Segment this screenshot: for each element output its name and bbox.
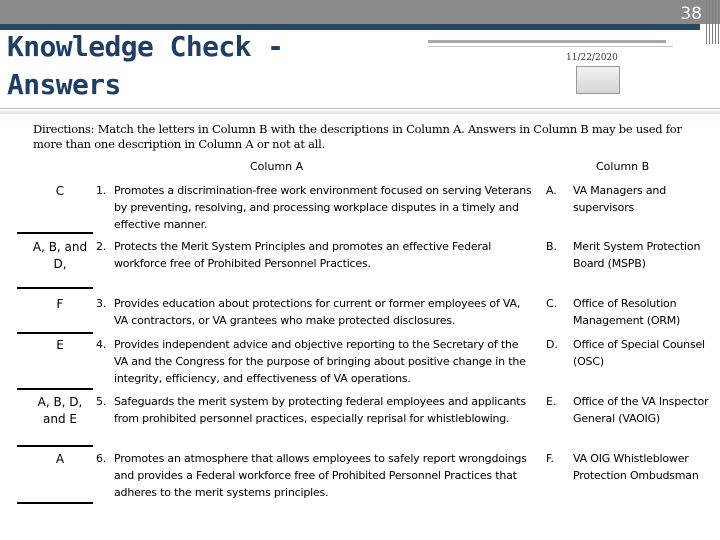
column-b-letter-d: D. (546, 338, 558, 351)
slide-date: 11/22/2020 (566, 53, 618, 63)
column-b-letter-c: C. (546, 297, 558, 310)
answer-line-4 (17, 388, 93, 390)
decorative-stripes (706, 0, 720, 44)
description-number: 5. (96, 395, 107, 408)
description-text: Provides education about protections for current or former employees of VA, VA contractors, or VA grantees who make protected disclosures. (114, 297, 521, 327)
description-3 (96, 295, 536, 329)
description-text: Promotes an atmosphere that allows employees to safely report wrongdoings and provides a Federal workforce free of Prohibited Personnel Practices that adheres to the merit systems principles. (114, 452, 527, 499)
decorative-line (428, 40, 666, 43)
column-b-item-a: VA Managers and supervisors (573, 184, 666, 214)
answer-1: C (55, 184, 65, 198)
description-text: Promotes a discrimination-free work environment focused on serving Veterans by preventing, resolving, and processing workplace disputes in a timely and effective manner. (114, 184, 532, 231)
column-b-letter-b: B. (546, 240, 558, 253)
answer-3: F (56, 297, 64, 311)
description-number: 3. (96, 297, 107, 310)
description-text: Provides independent advice and objective reporting to the Secretary of the VA and the Congress for the purpose of bringing about positive change in the integrity, efficiency, and effectiveness of VA operations. (114, 338, 526, 385)
column-b-letter-e: E. (546, 395, 557, 408)
column-b-letter-a: A. (546, 184, 557, 197)
column-b-item-c: Office of Resolution Management (ORM) (573, 297, 681, 327)
header-rule (0, 108, 720, 109)
column-b-item-f: VA OIG Whistleblower Protection Ombudsman (573, 452, 699, 482)
answer-line-3 (17, 332, 93, 334)
top-banner (0, 0, 720, 24)
column-b-letter-f: F. (546, 452, 555, 465)
description-1 (96, 182, 536, 233)
description-number: 2. (96, 240, 107, 253)
title-line-1: Knowledge Check - (7, 30, 284, 63)
answer-4: E (56, 338, 64, 352)
decorative-box (576, 66, 620, 94)
column-a-header: Column A (250, 160, 304, 173)
description-text: Safeguards the merit system by protecting federal employees and applicants from prohibited personnel practices, especially reprisal for whistleblowing. (114, 395, 526, 425)
description-number: 1. (96, 184, 107, 197)
answer-5: A, B, D, and E (37, 395, 83, 426)
answer-line-2 (17, 287, 93, 289)
directions-text: Directions: Match the letters in Column B with the descriptions in Column A. Answers in Column B may be used for more than one description in Column A or not at all. (33, 122, 682, 151)
description-6 (96, 450, 536, 501)
answer-line-6 (17, 502, 93, 504)
slide-number: 38 (680, 4, 702, 24)
description-number: 4. (96, 338, 107, 351)
slide-title (7, 28, 407, 104)
title-line-2: Answers (7, 68, 121, 101)
description-number: 6. (96, 452, 107, 465)
answer-line-1 (17, 232, 93, 234)
description-5 (96, 393, 536, 427)
header-rule-shadow (0, 111, 720, 114)
description-2 (96, 238, 536, 272)
description-4 (96, 336, 536, 387)
column-b-item-b: Merit System Protection Board (MSPB) (573, 240, 701, 270)
column-b-item-d: Office of Special Counsel (OSC) (573, 338, 705, 368)
description-text: Protects the Merit System Principles and promotes an effective Federal workforce free of Prohibited Personnel Practices. (114, 240, 492, 270)
column-b-header: Column B (596, 160, 650, 173)
answer-6: A (55, 452, 65, 466)
decorative-line-thin (428, 46, 673, 47)
answer-line-5 (17, 445, 93, 447)
column-b-item-e: Office of the VA Inspector General (VAOIG) (573, 395, 709, 425)
answer-2: A, B, and D, (32, 240, 88, 271)
